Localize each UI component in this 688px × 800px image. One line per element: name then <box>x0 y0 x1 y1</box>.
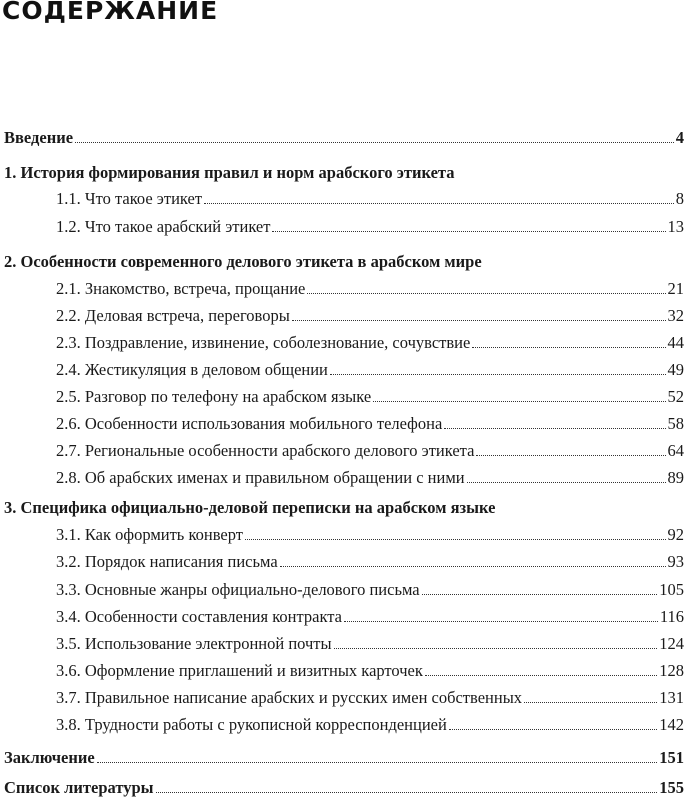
toc-page-number: 89 <box>667 468 684 487</box>
toc-entry-3-7[interactable] <box>56 688 684 708</box>
toc-page-number: 49 <box>667 360 684 379</box>
toc-entry-title: 2.1. Знакомство, встреча, прощание <box>56 279 306 298</box>
toc-entry-title: 2.5. Разговор по телефону на арабском языке <box>56 387 372 406</box>
dot-leader <box>467 481 666 483</box>
toc-entry-title: 3.2. Порядок написания письма <box>56 552 278 571</box>
dot-leader <box>280 565 666 567</box>
toc-page-number: 64 <box>667 441 684 460</box>
toc-page-number: 21 <box>667 279 684 298</box>
toc-entry-2-6[interactable] <box>56 414 684 434</box>
toc-page-number: 32 <box>667 306 684 325</box>
toc-entry-intro[interactable] <box>4 128 684 148</box>
dot-leader <box>292 319 666 321</box>
toc-page-number: 52 <box>667 387 684 406</box>
toc-entry-title: 3.3. Основные жанры официально-делового письма <box>56 580 420 599</box>
toc-entry-title: 1.1. Что такое этикет <box>56 189 203 208</box>
toc-entry-title: Заключение <box>4 748 95 767</box>
toc-entry-title: 3.1. Как оформить конверт <box>56 525 243 544</box>
toc-page-number: 116 <box>659 607 684 626</box>
toc-page-number: 105 <box>659 580 684 599</box>
dot-leader <box>444 427 665 429</box>
toc-entry-bibliography[interactable] <box>4 778 684 798</box>
toc-entry-title: 3.6. Оформление приглашений и визитных карточек <box>56 661 423 680</box>
toc-entry-3-8[interactable] <box>56 715 684 735</box>
dot-leader <box>75 141 674 143</box>
toc-entry-2-4[interactable] <box>56 360 684 380</box>
page-title: СОДЕРЖАНИЕ <box>2 0 219 25</box>
dot-leader <box>449 728 657 730</box>
toc-entry-title: 2.2. Деловая встреча, переговоры <box>56 306 290 325</box>
dot-leader <box>425 674 657 676</box>
toc-page-number: 155 <box>659 778 684 797</box>
toc-entry-title: 2.3. Поздравление, извинение, соболезнование, сочувствие <box>56 333 471 352</box>
dot-leader <box>156 791 658 793</box>
toc-page-number: 128 <box>659 661 684 680</box>
dot-leader <box>373 400 665 402</box>
toc-entry-3-1[interactable] <box>56 525 684 545</box>
toc-entry-title: Список литературы <box>4 778 154 797</box>
toc-page-number: 124 <box>659 634 684 653</box>
toc-entry-3-4[interactable] <box>56 607 684 627</box>
toc-entry-2-8[interactable] <box>56 468 684 488</box>
dot-leader <box>272 230 665 232</box>
toc-section-1[interactable]: 1. История формирования правил и норм арабского этикета <box>4 163 455 182</box>
toc-page-number: 13 <box>667 217 684 236</box>
toc-page-number: 58 <box>667 414 684 433</box>
toc-entry-3-5[interactable] <box>56 634 684 654</box>
toc-entry-2-3[interactable] <box>56 333 684 353</box>
dot-leader <box>307 292 665 294</box>
dot-leader <box>472 346 665 348</box>
toc-entry-title: 2.6. Особенности использования мобильного телефона <box>56 414 443 433</box>
dot-leader <box>245 538 666 540</box>
dot-leader <box>330 373 666 375</box>
toc-entry-title: 2.8. Об арабских именах и правильном обращении с ними <box>56 468 465 487</box>
toc-entry-title: 2.7. Региональные особенности арабского делового этикета <box>56 441 475 460</box>
toc-entry-title: 3.7. Правильное написание арабских и русских имен собственных <box>56 688 523 707</box>
toc-page-number: 8 <box>675 189 684 208</box>
dot-leader <box>524 701 657 703</box>
toc-entry-conclusion[interactable] <box>4 748 684 768</box>
toc-page-number: 131 <box>659 688 684 707</box>
toc-entry-title: 1.2. Что такое арабский этикет <box>56 217 271 236</box>
toc-section-3[interactable]: 3. Специфика официально-деловой переписки на арабском языке <box>4 498 496 517</box>
toc-entry-title: 3.8. Трудности работы с рукописной корреспонденцией <box>56 715 447 734</box>
dot-leader <box>97 761 658 763</box>
dot-leader <box>334 647 658 649</box>
toc-entry-2-1[interactable] <box>56 279 684 299</box>
toc-entry-2-7[interactable] <box>56 441 684 461</box>
dot-leader <box>204 202 674 204</box>
toc-entry-1-2[interactable] <box>56 217 684 237</box>
toc-entry-title: 3.4. Особенности составления контракта <box>56 607 343 626</box>
toc-entry-3-6[interactable] <box>56 661 684 681</box>
toc-entry-2-2[interactable] <box>56 306 684 326</box>
dot-leader <box>344 620 658 622</box>
toc-entry-3-2[interactable] <box>56 552 684 572</box>
toc-page-number: 142 <box>659 715 684 734</box>
toc-entry-title: 3.5. Использование электронной почты <box>56 634 332 653</box>
toc-page-number: 4 <box>675 128 684 147</box>
toc-section-2[interactable]: 2. Особенности современного делового этикета в арабском мире <box>4 252 482 271</box>
toc-entry-3-3[interactable] <box>56 580 684 600</box>
toc-page-number: 92 <box>667 525 684 544</box>
toc-entry-2-5[interactable] <box>56 387 684 407</box>
toc-page-number: 151 <box>659 748 684 767</box>
dot-leader <box>422 593 658 595</box>
toc-page-number: 44 <box>667 333 684 352</box>
toc-entry-title: 2.4. Жестикуляция в деловом общении <box>56 360 328 379</box>
toc-page-number: 93 <box>667 552 684 571</box>
toc-entry-title: Введение <box>4 128 74 147</box>
toc-entry-1-1[interactable] <box>56 189 684 209</box>
dot-leader <box>476 454 665 456</box>
